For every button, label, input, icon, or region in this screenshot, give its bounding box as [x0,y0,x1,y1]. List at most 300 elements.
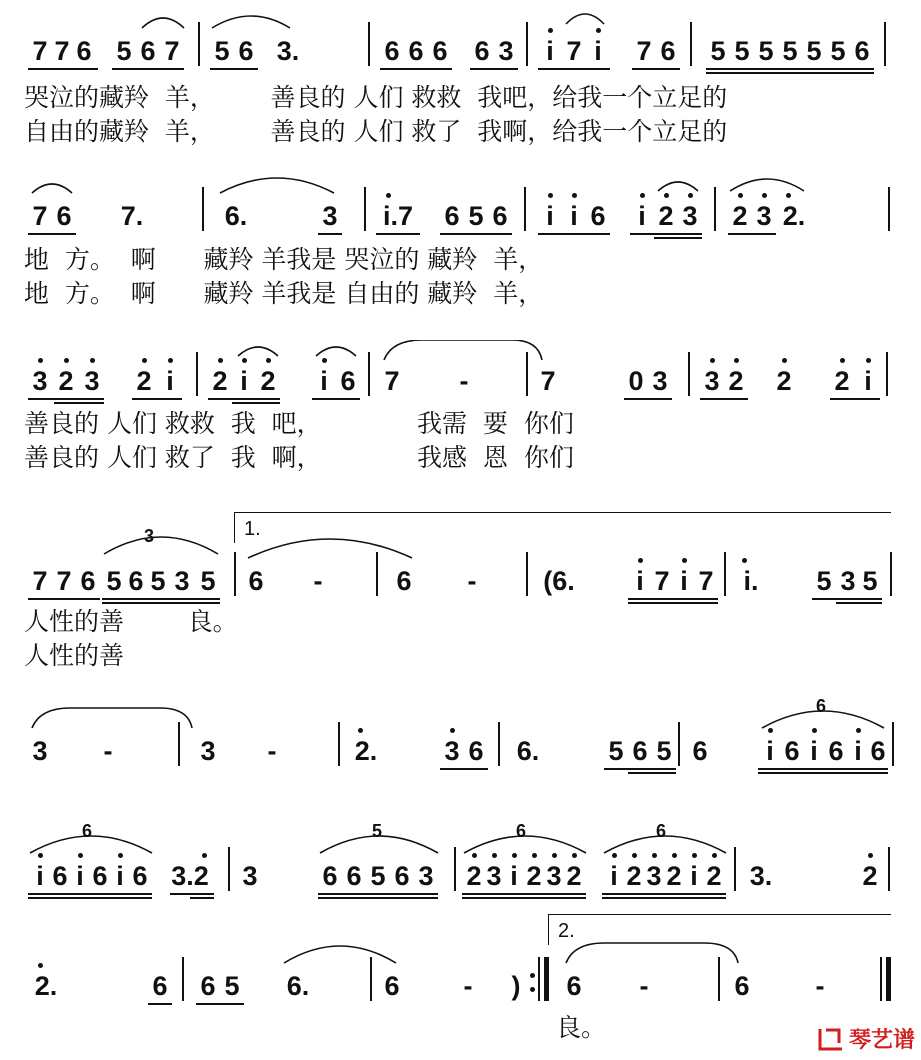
note: 5 [200,566,216,596]
note: 2 [834,366,850,396]
note: 6 [408,36,424,66]
note: i [546,36,554,66]
logo-text: 琴艺谱 [848,1028,915,1053]
note: 7 [164,36,180,66]
note-row-1 [0,30,921,70]
barline [526,22,528,66]
tuplet-number: 3 [144,526,155,546]
barline [524,187,526,231]
note: 6 [492,201,508,231]
note: i [854,736,862,766]
barline [880,957,882,1001]
note: 0 [628,366,644,396]
note: 5 [150,566,166,596]
octave-dot [90,358,95,363]
slur [236,342,280,358]
note: 7 [698,566,714,596]
note-row-6 [0,821,921,895]
octave-dot [868,853,873,858]
beam-line [208,398,280,400]
barline [338,722,340,766]
barline [498,722,500,766]
slur [218,173,336,195]
note: 7 [32,566,48,596]
beam-line [318,893,438,895]
beam-line [830,398,880,400]
beam-line [538,68,610,70]
octave-dot [548,28,553,33]
note: 7 [56,566,72,596]
note: 6. [224,201,248,231]
note: 3 [84,366,100,396]
note: - [459,366,469,396]
octave-dot [664,193,669,198]
barline [454,847,456,891]
beam-line [112,68,184,70]
note: 6 [474,36,490,66]
note: 6 [80,566,96,596]
note: 3 [704,366,720,396]
note: 6 [660,36,676,66]
barline [724,552,726,596]
note: - [467,566,477,596]
barline [892,722,894,766]
note: 2 [732,201,748,231]
slur [318,829,440,855]
note: 5 [106,566,122,596]
note: 5 [116,36,132,66]
lyric-line [0,114,921,150]
barline [364,187,366,231]
note: 6 [590,201,606,231]
barline [890,552,892,596]
beam-line [170,893,214,895]
note: 7 [636,36,652,66]
note: i [810,736,818,766]
note: 2 [666,861,682,891]
note: 6 [692,736,708,766]
second-ending-label: 2. [558,920,575,942]
note: 3 [498,36,514,66]
lyric-text: 哭泣的藏羚 羊， 善良的 人们 救救 我吧，给我一个立足的 [24,83,728,112]
barline [888,187,890,231]
note: 7 [566,36,582,66]
beam-line [624,398,672,400]
beam-line [632,68,680,70]
octave-dot [386,193,391,198]
beam-line [318,897,438,899]
lyric-text: 地 方。 啊 藏羚 羊我是 自由的 藏羚 羊， [24,279,544,308]
note: 6 [248,566,264,596]
slur [246,534,414,560]
barline [688,352,690,396]
slur [564,941,740,965]
note: - [463,971,473,1001]
note: 2 [466,861,482,891]
note: 6 [384,971,400,1001]
note: 2 [58,366,74,396]
note: 6 [56,201,72,231]
beam-line [28,398,104,400]
note: 6 [854,36,870,66]
note: i [546,201,554,231]
note: i [638,201,646,231]
note: 2. [34,971,58,1001]
slur [314,342,358,358]
barline [734,847,736,891]
note: 2 [526,861,542,891]
note: 7 [654,566,670,596]
lyric-line [0,638,921,674]
note: 2. [354,736,378,766]
octave-dot [738,193,743,198]
barline [884,22,886,66]
octave-dot [38,358,43,363]
note: 3 [486,861,502,891]
repeat-end-barline [544,957,549,1001]
note: 6 [632,736,648,766]
barline [886,352,888,396]
note: 5 [608,736,624,766]
note: 6 [238,36,254,66]
barline [678,722,680,766]
note: 2 [212,366,228,396]
note: ) [511,971,521,1001]
note: 7 [54,36,70,66]
lyric-text: 地 方。 啊 藏羚 羊我是 哭泣的 藏羚 羊， [24,245,544,274]
note: i [166,366,174,396]
note: 6 [128,566,144,596]
note: 6 [384,36,400,66]
beam-line [318,233,342,235]
beam-line [538,233,610,235]
note: 3 [322,201,338,231]
beam-line [28,233,76,235]
note: 2 [728,366,744,396]
note: 2 [260,366,276,396]
note: 7 [384,366,400,396]
octave-dot [866,358,871,363]
octave-dot [710,358,715,363]
barline [368,352,370,396]
note: i [610,861,618,891]
note: 7 [32,36,48,66]
octave-dot [638,558,643,563]
beam-line [602,897,726,899]
octave-dot [450,728,455,733]
note: 2 [862,861,878,891]
beam-line [28,68,98,70]
note: 6 [52,861,68,891]
lyric-line [0,80,921,116]
octave-dot [742,558,747,563]
note: 6 [444,201,460,231]
beam-line [102,598,220,600]
note-row-3 [0,360,921,400]
note: 5 [830,36,846,66]
note: 6. [516,736,540,766]
slur [282,939,398,965]
note: i [570,201,578,231]
note: i [680,566,688,596]
slur [728,173,806,193]
note: i [864,366,872,396]
note: 2 [658,201,674,231]
octave-dot [682,558,687,563]
note: 5 [758,36,774,66]
final-barline [886,957,891,1001]
barline [196,352,198,396]
slur [210,10,292,30]
beam-line [604,768,676,770]
note: 3 [174,566,190,596]
note: 6 [828,736,844,766]
note: - [639,971,649,1001]
slur [382,340,544,362]
note: 2 [566,861,582,891]
lyric-text: 人性的善 [24,641,125,670]
note: 6 [76,36,92,66]
note: 6 [784,736,800,766]
beam-line [54,402,104,404]
octave-dot [640,193,645,198]
note: 5 [468,201,484,231]
note: 2. [782,201,806,231]
lyric-line [0,604,921,640]
note: 6 [468,736,484,766]
note: 5 [370,861,386,891]
note: i [36,861,44,891]
note: 2 [626,861,642,891]
beam-line [376,233,420,235]
octave-dot [786,193,791,198]
beam-line [654,237,702,239]
octave-dot [840,358,845,363]
octave-dot [64,358,69,363]
note: i [510,861,518,891]
octave-dot [358,728,363,733]
slur [462,829,588,855]
note: 3 [444,736,460,766]
note: 5 [710,36,726,66]
note: - [313,566,323,596]
octave-dot [202,853,207,858]
note: i [240,366,248,396]
note: i [690,861,698,891]
tuplet-number: 6 [656,821,667,841]
barline [714,187,716,231]
beam-line [312,398,360,400]
note: i.7 [382,201,414,231]
lyric-text: 善良的 人们 救救 我 吧， 我需 要 你们 [24,409,574,438]
note: i. [743,566,759,596]
note: i [320,366,328,396]
note: 6 [432,36,448,66]
note: i [76,861,84,891]
beam-line [440,233,512,235]
beam-line [462,893,586,895]
note-row-4 [0,526,921,600]
lyric-text: 良。 [556,1013,607,1042]
note: 3 [840,566,856,596]
note: 6 [140,36,156,66]
octave-dot [548,193,553,198]
beam-line [728,233,776,235]
note: 3 [242,861,258,891]
octave-dot [142,358,147,363]
lyric-text: 人性的善 良。 [24,607,238,636]
note: 6 [132,861,148,891]
slur [30,706,194,730]
note-row-7 [0,965,921,1005]
note: 3. [749,861,773,891]
note: 6 [152,971,168,1001]
tuplet-number: 6 [516,821,527,841]
note: 7. [120,201,144,231]
beam-line [758,768,888,770]
beam-line [28,897,152,899]
beam-line [28,893,152,895]
note: 6 [200,971,216,1001]
note-row-5 [0,696,921,770]
beam-line [700,398,748,400]
beam-line [628,598,718,600]
beam-line [462,897,586,899]
barline [228,847,230,891]
note: 6 [346,861,362,891]
first-ending-label: 1. [244,518,261,540]
tuplet-number: 5 [372,821,383,841]
octave-dot [218,358,223,363]
note: 6 [340,366,356,396]
barline [690,22,692,66]
note: 3 [32,736,48,766]
repeat-dot [530,987,535,992]
octave-dot [596,28,601,33]
barline [198,22,200,66]
slur [656,177,700,193]
slur [602,829,728,855]
beam-line [28,598,100,600]
note: 2 [136,366,152,396]
beam-line [132,398,182,400]
site-logo [817,1023,915,1054]
lyric-line [0,242,921,278]
note: 6 [394,861,410,891]
note: 5 [782,36,798,66]
barline [202,187,204,231]
beam-line [630,233,702,235]
note: - [103,736,113,766]
note: 5 [214,36,230,66]
note: 6 [92,861,108,891]
beam-line [470,68,518,70]
barline [538,957,540,1001]
note: 5 [806,36,822,66]
note: 5 [816,566,832,596]
slur [102,530,220,556]
barline [368,22,370,66]
slur [564,8,606,26]
note-row-2 [0,195,921,235]
note: 2 [706,861,722,891]
logo-mark-icon [817,1026,845,1052]
octave-dot [38,963,43,968]
octave-dot [734,358,739,363]
beam-line [758,772,888,774]
beam-line [380,68,452,70]
lyric-text: 自由的藏羚 羊， 善良的 人们 救了 我啊，给我一个立足的 [24,117,728,146]
octave-dot [322,358,327,363]
octave-dot [266,358,271,363]
tuplet-number: 6 [816,696,827,716]
slur [140,12,186,30]
beam-line [232,402,280,404]
note: i [116,861,124,891]
note: 3 [200,736,216,766]
note: 3 [418,861,434,891]
note: 6 [734,971,750,1001]
beam-line [440,768,488,770]
octave-dot [782,358,787,363]
tuplet-number: 6 [82,821,93,841]
octave-dot [572,193,577,198]
note: 6. [286,971,310,1001]
note: i [594,36,602,66]
beam-line [706,72,874,74]
note: (6. [543,566,575,596]
octave-dot [168,358,173,363]
note: 6 [566,971,582,1001]
note: 3 [32,366,48,396]
note: 6 [396,566,412,596]
beam-line [628,772,676,774]
beam-line [812,598,882,600]
note: 2 [776,366,792,396]
slur [760,704,886,730]
octave-dot [762,193,767,198]
note: i [766,736,774,766]
note: 7 [540,366,556,396]
octave-dot [242,358,247,363]
beam-line [148,1003,172,1005]
note: 3 [646,861,662,891]
note: - [267,736,277,766]
note: 3 [546,861,562,891]
lyric-line [0,406,921,442]
slur [30,179,74,195]
note: 3 [756,201,772,231]
note: 3. [276,36,300,66]
beam-line [210,68,258,70]
note: 3 [682,201,698,231]
lyric-line [0,276,921,312]
barline [234,552,236,596]
barline [182,957,184,1001]
note: - [815,971,825,1001]
note: 6 [322,861,338,891]
repeat-dot [530,973,535,978]
lyric-line [0,440,921,476]
slur [28,829,154,855]
beam-line [602,893,726,895]
note: 5 [862,566,878,596]
note: 5 [224,971,240,1001]
note: i [636,566,644,596]
lyric-text: 善良的 人们 救了 我 啊， 我感 恩 你们 [24,443,574,472]
beam-line [196,1003,244,1005]
note: 5 [734,36,750,66]
